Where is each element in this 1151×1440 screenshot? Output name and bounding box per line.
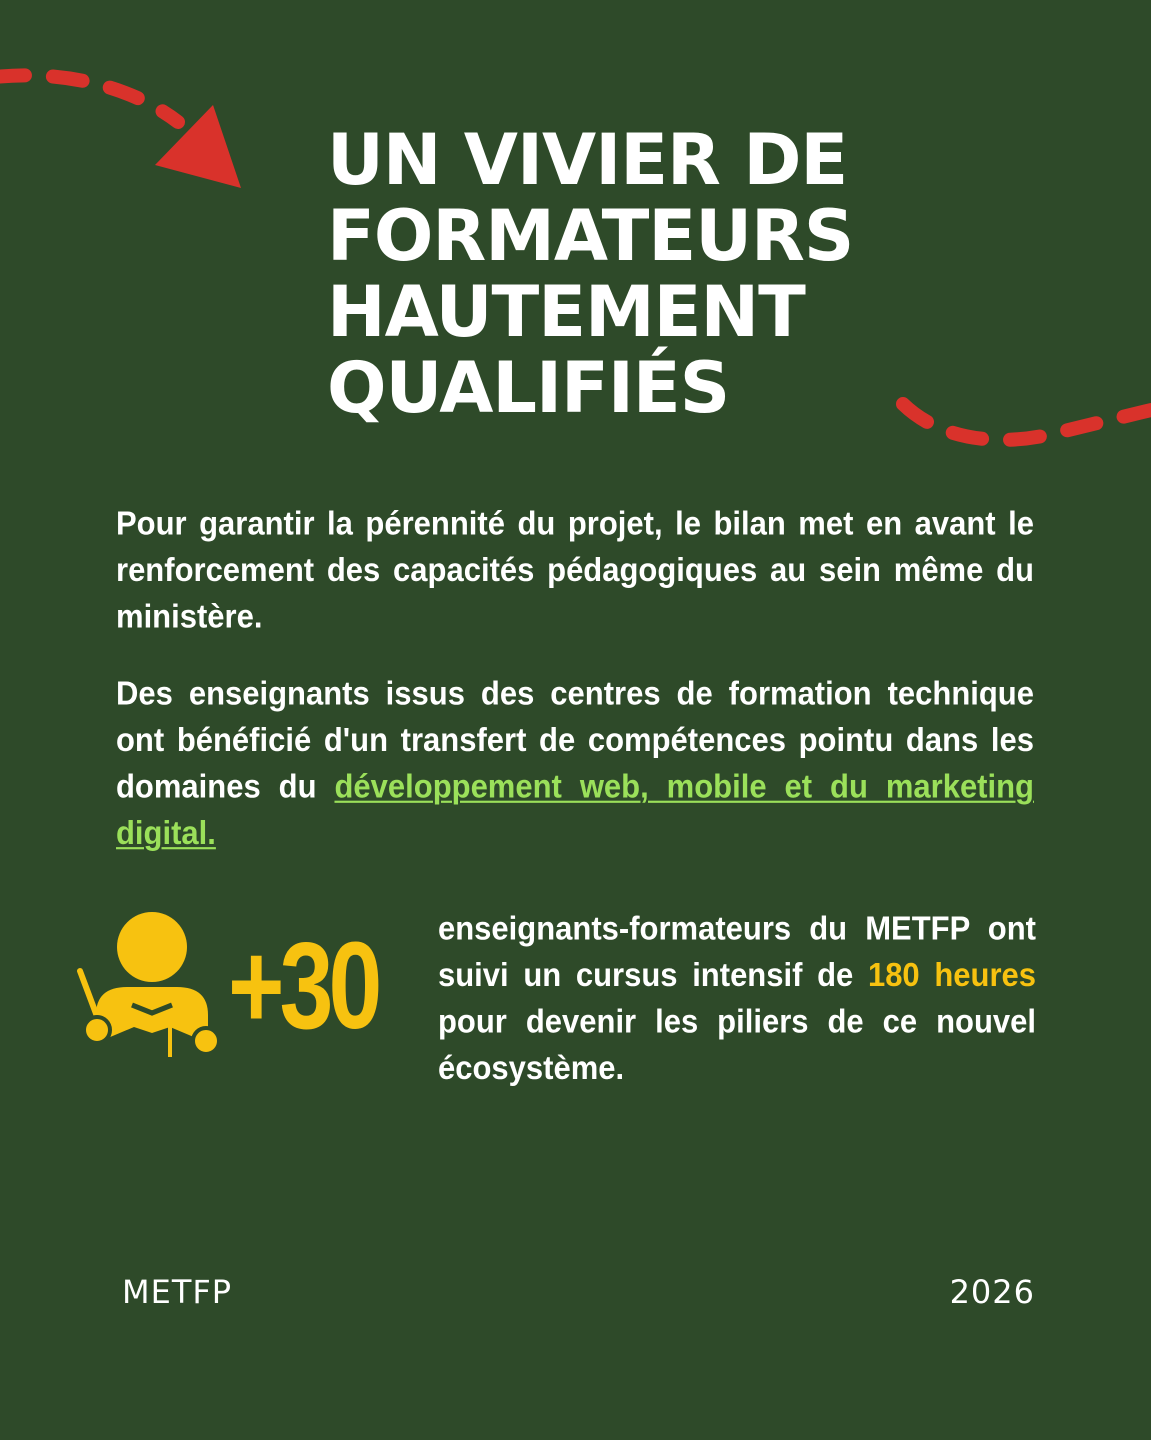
stat-hours-highlight: 180 heures (867, 955, 1037, 994)
top-dashed-arrow-path (0, 75, 178, 122)
stat-description (438, 905, 1036, 1091)
title-line-2: FORMATEURS (327, 195, 854, 277)
intro-paragraph: Pour garantir la pérennité du projet, le bilan met en avant le renforcement des capacités pédagogiques au sein même du ministère. (116, 504, 1034, 635)
skills-paragraph-text: Des enseignants issus des centres de formation technique ont bénéficié d'un transfert de compétences pointu dans les domaines du (116, 674, 1034, 805)
title-line-3: HAUTEMENT (327, 271, 805, 353)
stat-number: +30 (228, 916, 378, 1056)
domains-link[interactable]: développement web, mobile et du marketing digital. (116, 767, 1034, 852)
title-line-4: QUALIFIÉS (327, 347, 730, 429)
stat-text-before: enseignants-formateurs du METFP ont suivi un cursus intensif de (438, 909, 1036, 994)
title-line-1: UN VIVIER DE (327, 119, 848, 201)
footer-organization: METFP (122, 1273, 233, 1311)
teacher-reading-icon (72, 905, 232, 1065)
stat-text-after: pour devenir les piliers de ce nouvel écosystème. (438, 1002, 1036, 1087)
footer-year: 2026 (949, 1273, 1035, 1311)
arrow-head-icon (155, 105, 241, 188)
skills-paragraph (116, 670, 1034, 856)
page-title (327, 119, 967, 429)
